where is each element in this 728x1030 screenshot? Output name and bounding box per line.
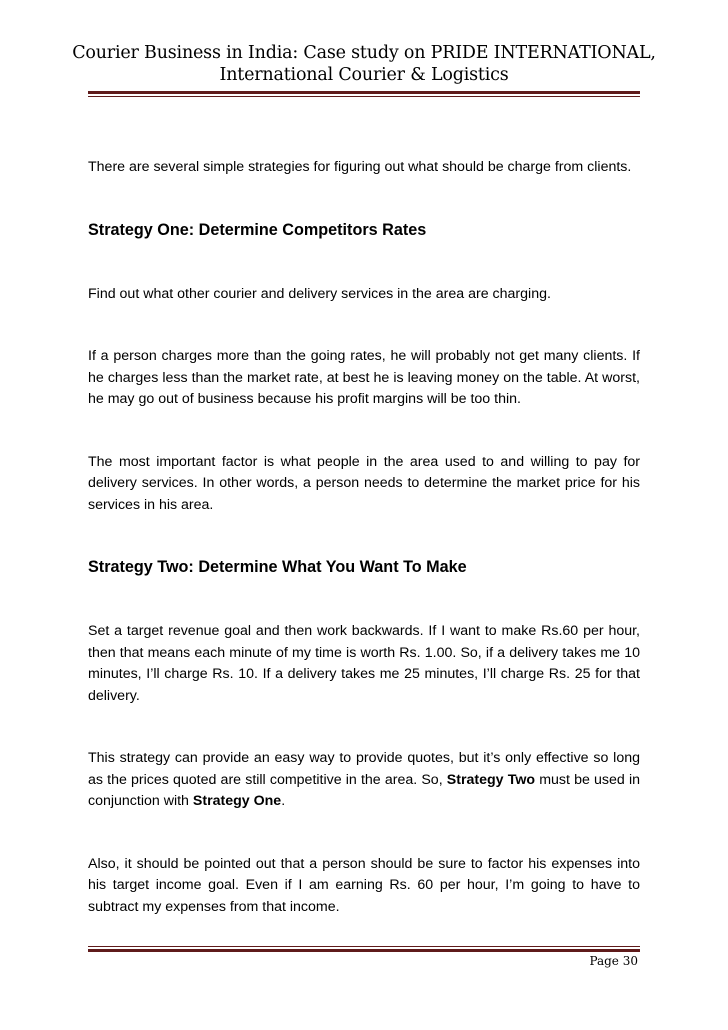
strategy-one-bold-reference: Strategy One [192,793,282,809]
document-body [88,157,640,918]
header-title-line-1: Courier Business in India: Case study on PRIDE INTERNATIONAL, [72,43,656,63]
strategy-one-paragraph-2: If a person charges more than the going rates, he will probably not get many clients. If he charges less than the market rate, at best he is leaving money on the table. At worst, he may go out of business because his profit margins will be too thin. [88,348,640,407]
footer-divider-thin [88,946,640,947]
strategy-two-bold-reference: Strategy Two [446,771,536,788]
strategy-two-paragraph-1: Set a target revenue goal and then work backwards. If I want to make Rs.60 per hour, then that means each minute of my time is worth Rs. 1.00. So, if a delivery takes me 10 minutes, I’ll charge Rs. 10. If a delivery takes me 25 minutes, I’ll charge Rs. 25 for that delivery. [88,623,640,704]
strategy-two-paragraph-2-text-1: This strategy can provide an easy way to provide quotes, but it’s only effective so long as the prices quoted are still competitive in the area. So, [88,750,640,788]
strategy-two-paragraph-3: Also, it should be pointed out that a person should be sure to factor his expenses into his target income goal. Even if I am earning Rs. 60 per hour, I’m going to have to subtract my expenses from that income. [88,855,640,915]
strategy-one-paragraph-1: Find out what other courier and delivery services in the area are charging. [88,285,551,302]
strategy-two-paragraph-2-text-3: . [281,793,286,809]
page-number: Page 30 [589,954,638,968]
header-divider [88,91,640,97]
intro-paragraph: There are several simple strategies for figuring out what should be charge from clients. [88,159,632,175]
footer-divider [88,946,640,952]
strategy-one-paragraph-3: The most important factor is what people in the area used to and willing to pay for delivery services. In other words, a person needs to determine the market price for his services in his area. [88,453,640,513]
header-divider-thin [88,96,640,97]
strategy-two-paragraph-2-text-2: must be used in conjunction with [88,771,640,809]
header-title-line-2: International Courier & Logistics [219,65,509,85]
strategy-two-paragraph-2 [88,748,640,813]
strategy-two-heading: Strategy Two: Determine What You Want To Make [88,558,467,576]
header-divider-thick [88,91,640,94]
footer-divider-thick [88,949,640,952]
strategy-one-heading: Strategy One: Determine Competitors Rates [88,220,427,239]
page-header [60,42,668,86]
